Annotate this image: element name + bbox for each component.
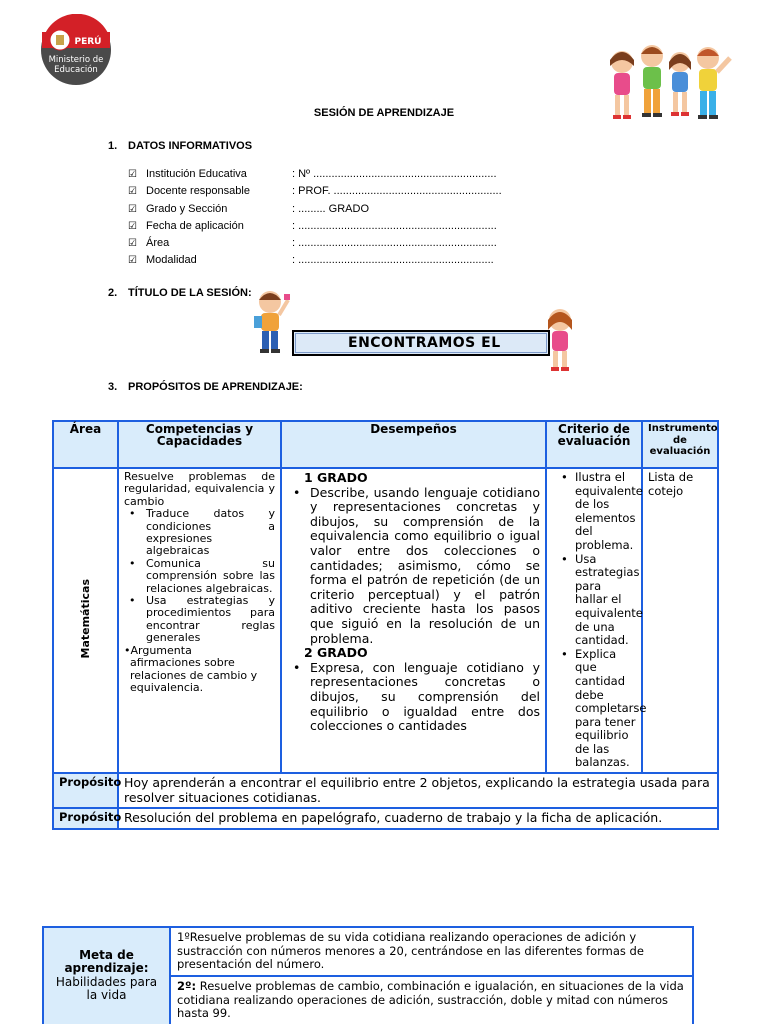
competencia-intro: Resuelve problemas de regularidad, equivalencia y cambio bbox=[124, 470, 275, 508]
list-item: • Describe, usando lenguaje cotidiano y representaciones concretas y dibujos, su comprensión de la equivalencia como equilibrio o igual valor entre dos colecciones o cantidades; asimismo, cómo se forma el patrón de repetición (de un criterio perceptual) y el patrón aditivo creciente hasta los pasos que siguió en la resolución de un problema. bbox=[288, 486, 540, 647]
section-heading: TÍTULO DE LA SESIÓN: bbox=[128, 287, 252, 299]
grado1-list bbox=[288, 486, 540, 647]
header-area: Área bbox=[53, 421, 118, 468]
header-criterio: Criterio de evaluación bbox=[546, 421, 642, 468]
criterios-list bbox=[547, 470, 647, 770]
section-titulo-sesion bbox=[108, 287, 252, 299]
datos-value: : Nº ............................................................ bbox=[292, 168, 497, 180]
datos-label: Docente responsable bbox=[146, 185, 250, 198]
area-label: Matemáticas bbox=[78, 578, 92, 659]
grado2-title: 2 GRADO bbox=[304, 645, 368, 661]
logo-country: PERÚ bbox=[74, 37, 102, 47]
checkbox-checked-icon: ☑ bbox=[128, 220, 137, 232]
propositos-table bbox=[52, 420, 719, 830]
boy-illustration bbox=[248, 288, 296, 358]
checkbox-checked-icon: ☑ bbox=[128, 203, 137, 215]
list-item: • Expresa, con lenguaje cotidiano y representaciones concretas o dibujos, su comprensión del equilibrio o igualdad entre dos colecciones o cantidades bbox=[288, 661, 540, 734]
grado1-title: 1 GRADO bbox=[304, 470, 368, 485]
page-title: SESIÓN DE APRENDIZAJE bbox=[313, 107, 455, 119]
competencia-last-rest: afirmaciones sobre relaciones de cambio y equivalencia. bbox=[130, 656, 258, 694]
header-instrumento: Instrumento de evaluación bbox=[642, 421, 718, 468]
section-number: 3. bbox=[108, 381, 118, 393]
checkbox-checked-icon: ☑ bbox=[128, 255, 137, 267]
datos-row-institucion bbox=[128, 166, 502, 183]
criterios-cell bbox=[546, 468, 647, 773]
logo-ministry-line2: Educación bbox=[54, 65, 98, 75]
meta-row-1 bbox=[43, 927, 693, 976]
checkbox-checked-icon: ☑ bbox=[128, 169, 137, 180]
table-row-proposito bbox=[53, 773, 718, 808]
logo-ministry-line1: Ministerio de bbox=[48, 55, 104, 65]
meta-item-1-prefix: 1º bbox=[177, 930, 190, 944]
datos-label: Grado y Sección bbox=[146, 202, 228, 215]
list-item: • Ilustra el equivalente de los elementos del problema. bbox=[547, 471, 636, 553]
girl-illustration bbox=[538, 304, 582, 374]
datos-value: : ................................................................. bbox=[292, 237, 497, 250]
section-number: 1. bbox=[108, 140, 118, 152]
header-desempenos: Desempeños bbox=[281, 421, 546, 468]
meta-label-cell bbox=[43, 927, 170, 1024]
meta-sublabel: Habilidades para la vida bbox=[55, 974, 158, 1003]
table-header-row bbox=[53, 421, 718, 468]
checkbox-checked-icon: ☑ bbox=[128, 186, 137, 198]
section-heading: PROPÓSITOS DE APRENDIZAJE: bbox=[128, 381, 303, 393]
meta-label: Meta de aprendizaje: bbox=[64, 947, 149, 976]
proposito2-text: Resolución del problema en papelógrafo, cuaderno de trabajo y la ficha de aplicación. bbox=[118, 808, 718, 829]
meta-item-1-text: Resuelve problemas de su vida cotidiana realizando operaciones de adición y sustracción con números menores a 20, centrándose en las diferentes formas de presentación del número. bbox=[177, 930, 644, 971]
table-row-evidencia bbox=[53, 808, 718, 829]
competencias-cell bbox=[118, 468, 281, 773]
list-item: • Comunica su comprensión sobre las relaciones algebraicas. bbox=[124, 558, 275, 595]
table-row-matematicas bbox=[53, 468, 718, 773]
header-competencias: Competencias y Capacidades bbox=[118, 421, 281, 468]
proposito2-label: Propósito bbox=[53, 808, 118, 829]
bullet: • bbox=[124, 643, 131, 657]
datos-label: Institución Educativa bbox=[146, 168, 247, 180]
checkbox-checked-icon: ☑ bbox=[128, 238, 137, 250]
section-propositos bbox=[108, 381, 303, 393]
datos-value: : ......... GRADO bbox=[292, 202, 370, 215]
competencia-last-first: Argumenta bbox=[130, 643, 192, 657]
ministerio-educacion-logo bbox=[40, 14, 112, 86]
meta-item-2 bbox=[170, 976, 693, 1024]
datos-row-fecha bbox=[128, 218, 502, 235]
datos-list bbox=[128, 166, 502, 270]
meta-item-1 bbox=[170, 927, 693, 976]
proposito-text: Hoy aprenderán a encontrar el equilibrio entre 2 objetos, explicando la estrategia usada para resolver situaciones cotidianas. bbox=[118, 773, 718, 808]
desempenos-cell bbox=[281, 468, 546, 773]
datos-label: Fecha de aplicación bbox=[146, 219, 244, 232]
section-number: 2. bbox=[108, 287, 118, 299]
list-item: • Traduce datos y condiciones a expresiones algebraicas bbox=[124, 508, 275, 558]
datos-value: : ................................................................. bbox=[292, 219, 497, 232]
datos-row-grado bbox=[128, 201, 502, 218]
datos-row-area bbox=[128, 235, 502, 252]
section-heading: DATOS INFORMATIVOS bbox=[128, 140, 253, 152]
datos-value: : ................................................................ bbox=[292, 254, 494, 267]
meta-table bbox=[42, 926, 694, 1024]
list-item: • Usa estrategias y procedimientos para encontrar reglas generales bbox=[124, 595, 275, 645]
meta-item-2-text: Resuelve problemas de cambio, combinación e igualación, en situaciones de la vida cotidiana realizando operaciones de adición, sustracción, doble y mitad con números hasta 99. bbox=[177, 979, 684, 1020]
proposito-label: Propósito bbox=[53, 773, 118, 808]
datos-label: Modalidad bbox=[146, 254, 197, 267]
list-item: • Usa estrategias para hallar el equivalente de una cantidad. bbox=[547, 553, 636, 648]
meta-item-2-prefix: 2º: bbox=[177, 979, 197, 993]
datos-value: : PROF. ....................................................... bbox=[292, 185, 502, 198]
list-item: • Explica que cantidad debe completarse para tener equilibrio de las balanzas. bbox=[547, 648, 636, 770]
datos-row-docente bbox=[128, 183, 502, 200]
instrumento-cell: Lista de cotejo bbox=[642, 468, 718, 773]
datos-row-modalidad bbox=[128, 252, 502, 269]
session-title-banner: ENCONTRAMOS EL bbox=[292, 330, 550, 356]
area-cell bbox=[53, 468, 118, 773]
capacidades-list bbox=[124, 508, 275, 644]
grado2-list bbox=[288, 661, 540, 734]
datos-label: Área bbox=[146, 237, 170, 250]
section-datos-informativos bbox=[108, 140, 252, 152]
